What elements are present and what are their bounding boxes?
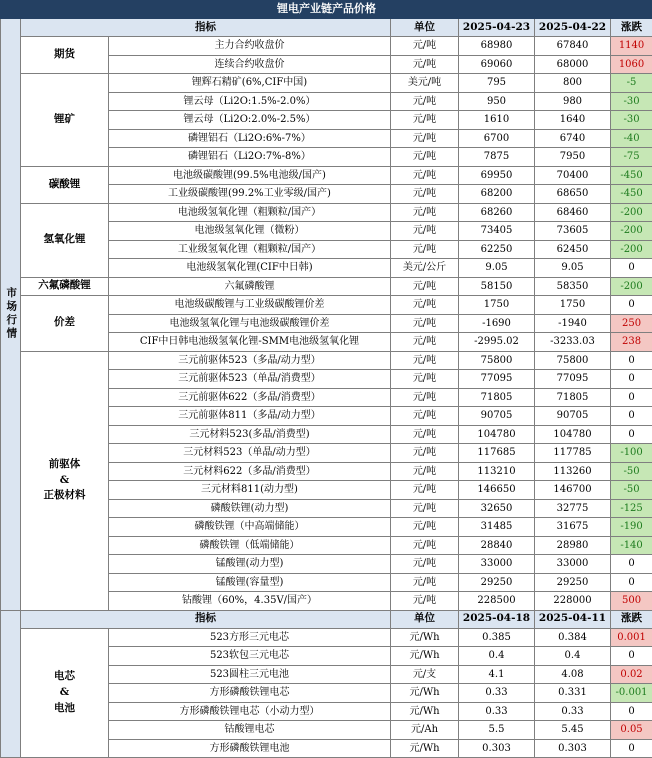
change-value: -30: [611, 92, 652, 111]
item-unit: 元/吨: [391, 573, 459, 592]
header-unit: 单位: [391, 19, 459, 37]
value-date-1: 5.5: [459, 721, 535, 740]
value-date-1: 58150: [459, 277, 535, 296]
item-name: 锰酸锂(动力型): [109, 555, 391, 574]
item-unit: 元/吨: [391, 462, 459, 481]
change-value: 0.05: [611, 721, 652, 740]
change-value: 0: [611, 259, 652, 278]
item-unit: 元/吨: [391, 499, 459, 518]
item-unit: 美元/公斤: [391, 259, 459, 278]
value-date-2: 71805: [535, 388, 611, 407]
item-unit: 元/Wh: [391, 702, 459, 721]
value-date-2: 68000: [535, 55, 611, 74]
item-name: 锂云母（Li2O:2.0%-2.5%）: [109, 111, 391, 130]
item-name: 工业级碳酸锂(99.2%工业零级/国产): [109, 185, 391, 204]
item-unit: 元/吨: [391, 148, 459, 167]
change-value: 0: [611, 370, 652, 389]
value-date-2: 9.05: [535, 259, 611, 278]
item-unit: 元/吨: [391, 518, 459, 537]
item-unit: 元/吨: [391, 425, 459, 444]
change-value: -0.001: [611, 684, 652, 703]
item-name: 三元材料523(多晶/消费型): [109, 425, 391, 444]
value-date-2: 75800: [535, 351, 611, 370]
value-date-2: 67840: [535, 37, 611, 56]
category-label: 价差: [21, 296, 109, 352]
change-value: 0: [611, 555, 652, 574]
change-value: 238: [611, 333, 652, 352]
value-date-1: 0.33: [459, 684, 535, 703]
change-value: 1060: [611, 55, 652, 74]
title-row: [1, 1, 652, 19]
change-value: -450: [611, 166, 652, 185]
header-date-2: 2025-04-22: [535, 19, 611, 37]
value-date-2: 0.33: [535, 702, 611, 721]
value-date-1: 68200: [459, 185, 535, 204]
value-date-1: 0.385: [459, 628, 535, 647]
value-date-2: 77095: [535, 370, 611, 389]
item-name: 锰酸锂(容量型): [109, 573, 391, 592]
change-value: -30: [611, 111, 652, 130]
value-date-1: 950: [459, 92, 535, 111]
change-value: 0: [611, 407, 652, 426]
item-name: 六氟磷酸锂: [109, 277, 391, 296]
value-date-2: 58350: [535, 277, 611, 296]
header-unit: 单位: [391, 610, 459, 628]
value-date-2: 104780: [535, 425, 611, 444]
value-date-1: 77095: [459, 370, 535, 389]
item-unit: 元/吨: [391, 407, 459, 426]
item-name: 电池级氢氧化锂（粗颗粒/国产）: [109, 203, 391, 222]
table-row: [1, 277, 652, 296]
value-date-1: 71805: [459, 388, 535, 407]
item-unit: 元/吨: [391, 536, 459, 555]
value-date-1: 69060: [459, 55, 535, 74]
change-value: 0: [611, 388, 652, 407]
value-date-1: 33000: [459, 555, 535, 574]
change-value: 0: [611, 573, 652, 592]
value-date-2: 228000: [535, 592, 611, 611]
value-date-1: 113210: [459, 462, 535, 481]
item-name: 磷锂铝石（Li2O:6%-7%）: [109, 129, 391, 148]
item-unit: 元/吨: [391, 55, 459, 74]
item-name: 方形磷酸铁锂电芯（小动力型）: [109, 702, 391, 721]
change-value: 0: [611, 739, 652, 758]
category-label: 氢氧化锂: [21, 203, 109, 277]
value-date-2: 1750: [535, 296, 611, 315]
item-name: CIF中日韩电池级氢氧化锂-SMM电池级氢氧化锂: [109, 333, 391, 352]
item-name: 方形磷酸铁锂电池: [109, 739, 391, 758]
item-name: 三元材料811(动力型): [109, 481, 391, 500]
value-date-1: 104780: [459, 425, 535, 444]
header-date-1: 2025-04-23: [459, 19, 535, 37]
value-date-2: 117785: [535, 444, 611, 463]
change-value: -125: [611, 499, 652, 518]
value-date-2: 32775: [535, 499, 611, 518]
change-value: -40: [611, 129, 652, 148]
item-unit: 元/吨: [391, 388, 459, 407]
change-value: -140: [611, 536, 652, 555]
change-value: -50: [611, 462, 652, 481]
change-value: -75: [611, 148, 652, 167]
header-item: 指标: [21, 610, 391, 628]
value-date-1: 7875: [459, 148, 535, 167]
change-value: -5: [611, 74, 652, 93]
value-date-2: 7950: [535, 148, 611, 167]
value-date-1: 29250: [459, 573, 535, 592]
item-unit: 元/Wh: [391, 647, 459, 666]
value-date-2: 68650: [535, 185, 611, 204]
value-date-1: 117685: [459, 444, 535, 463]
value-date-1: 146650: [459, 481, 535, 500]
value-date-2: 146700: [535, 481, 611, 500]
item-name: 连续合约收盘价: [109, 55, 391, 74]
change-value: -100: [611, 444, 652, 463]
change-value: 0: [611, 425, 652, 444]
value-date-2: 5.45: [535, 721, 611, 740]
category-label: 六氟磷酸锂: [21, 277, 109, 296]
change-value: 1140: [611, 37, 652, 56]
value-date-1: 90705: [459, 407, 535, 426]
item-name: 三元前驱体523（单晶/消费型）: [109, 370, 391, 389]
item-name: 三元材料523（单晶/动力型）: [109, 444, 391, 463]
value-date-2: 70400: [535, 166, 611, 185]
change-value: 0: [611, 351, 652, 370]
value-date-2: 6740: [535, 129, 611, 148]
value-date-1: 69950: [459, 166, 535, 185]
value-date-2: 980: [535, 92, 611, 111]
value-date-2: 73605: [535, 222, 611, 241]
item-name: 钴酸锂电芯: [109, 721, 391, 740]
category-label: 锂矿: [21, 74, 109, 167]
change-value: -200: [611, 222, 652, 241]
value-date-1: 4.1: [459, 665, 535, 684]
item-unit: 元/吨: [391, 166, 459, 185]
header-date-1: 2025-04-18: [459, 610, 535, 628]
table-title: 锂电产业链产品价格: [1, 1, 652, 19]
value-date-1: 1610: [459, 111, 535, 130]
value-date-1: 68980: [459, 37, 535, 56]
value-date-2: 62450: [535, 240, 611, 259]
value-date-1: 795: [459, 74, 535, 93]
category-label: 前驱体 & 正极材料: [21, 351, 109, 610]
item-name: 三元前驱体622（多晶/消费型）: [109, 388, 391, 407]
item-name: 三元材料622（多晶/消费型）: [109, 462, 391, 481]
value-date-1: 32650: [459, 499, 535, 518]
value-date-2: -1940: [535, 314, 611, 333]
item-unit: 元/吨: [391, 333, 459, 352]
value-date-2: 0.4: [535, 647, 611, 666]
item-name: 主力合约收盘价: [109, 37, 391, 56]
change-value: 500: [611, 592, 652, 611]
item-name: 工业级氢氧化锂（粗颗粒/国产）: [109, 240, 391, 259]
section-label: [1, 610, 21, 758]
item-unit: 元/吨: [391, 370, 459, 389]
change-value: 250: [611, 314, 652, 333]
item-unit: 元/吨: [391, 555, 459, 574]
item-unit: 元/吨: [391, 351, 459, 370]
item-unit: 元/吨: [391, 240, 459, 259]
value-date-1: 28840: [459, 536, 535, 555]
value-date-1: -1690: [459, 314, 535, 333]
item-name: 523圆柱三元电池: [109, 665, 391, 684]
value-date-1: 0.33: [459, 702, 535, 721]
item-name: 电池级氢氧化锂（微粉）: [109, 222, 391, 241]
change-value: -200: [611, 240, 652, 259]
item-unit: 元/Wh: [391, 684, 459, 703]
value-date-2: 0.303: [535, 739, 611, 758]
value-date-2: 31675: [535, 518, 611, 537]
item-unit: 元/吨: [391, 222, 459, 241]
item-unit: 元/吨: [391, 481, 459, 500]
change-value: -50: [611, 481, 652, 500]
value-date-1: 73405: [459, 222, 535, 241]
item-name: 磷锂铝石（Li2O:7%-8%）: [109, 148, 391, 167]
item-name: 电池级氢氧化锂与电池级碳酸锂价差: [109, 314, 391, 333]
item-unit: 元/Wh: [391, 628, 459, 647]
header-row: [1, 19, 652, 37]
value-date-2: 28980: [535, 536, 611, 555]
change-value: 0: [611, 296, 652, 315]
item-name: 钴酸锂（60%，4.35V/国产）: [109, 592, 391, 611]
category-label: 碳酸锂: [21, 166, 109, 203]
header-date-2: 2025-04-11: [535, 610, 611, 628]
value-date-1: 6700: [459, 129, 535, 148]
item-unit: 元/吨: [391, 92, 459, 111]
header-item: 指标: [21, 19, 391, 37]
item-unit: 元/吨: [391, 185, 459, 204]
item-name: 523软包三元电芯: [109, 647, 391, 666]
table-row: [1, 203, 652, 222]
value-date-1: 31485: [459, 518, 535, 537]
item-name: 磷酸铁锂（低端储能）: [109, 536, 391, 555]
change-value: -450: [611, 185, 652, 204]
item-unit: 元/吨: [391, 296, 459, 315]
item-name: 电池级碳酸锂(99.5%电池级/国产): [109, 166, 391, 185]
item-unit: 元/吨: [391, 277, 459, 296]
item-unit: 元/支: [391, 665, 459, 684]
change-value: 0: [611, 702, 652, 721]
value-date-2: -3233.03: [535, 333, 611, 352]
item-unit: 元/吨: [391, 37, 459, 56]
value-date-2: 4.08: [535, 665, 611, 684]
item-unit: 元/吨: [391, 203, 459, 222]
value-date-1: 62250: [459, 240, 535, 259]
value-date-1: 228500: [459, 592, 535, 611]
header-row: [1, 610, 652, 628]
item-unit: 元/吨: [391, 592, 459, 611]
change-value: 0.02: [611, 665, 652, 684]
category-label: 期货: [21, 37, 109, 74]
item-unit: 元/Wh: [391, 739, 459, 758]
table-row: [1, 296, 652, 315]
value-date-2: 90705: [535, 407, 611, 426]
value-date-2: 33000: [535, 555, 611, 574]
value-date-1: -2995.02: [459, 333, 535, 352]
item-name: 磷酸铁锂(动力型): [109, 499, 391, 518]
value-date-2: 0.331: [535, 684, 611, 703]
value-date-2: 68460: [535, 203, 611, 222]
table-row: [1, 37, 652, 56]
value-date-2: 29250: [535, 573, 611, 592]
change-value: -200: [611, 203, 652, 222]
value-date-2: 1640: [535, 111, 611, 130]
change-value: 0: [611, 647, 652, 666]
value-date-1: 68260: [459, 203, 535, 222]
item-name: 三元前驱体811（多晶/动力型）: [109, 407, 391, 426]
item-unit: 元/吨: [391, 314, 459, 333]
table-row: [1, 74, 652, 93]
item-name: 三元前驱体523（多晶/动力型）: [109, 351, 391, 370]
item-unit: 元/Ah: [391, 721, 459, 740]
item-unit: 元/吨: [391, 111, 459, 130]
item-name: 锂云母（Li2O:1.5%-2.0%）: [109, 92, 391, 111]
item-name: 523方形三元电芯: [109, 628, 391, 647]
change-value: -200: [611, 277, 652, 296]
change-value: -190: [611, 518, 652, 537]
item-unit: 元/吨: [391, 444, 459, 463]
item-name: 电池级碳酸锂与工业级碳酸锂价差: [109, 296, 391, 315]
table-row: [1, 628, 652, 647]
item-name: 电池级氢氧化锂(CIF中日韩): [109, 259, 391, 278]
header-change: 涨跌: [611, 19, 652, 37]
table-row: [1, 166, 652, 185]
value-date-1: 75800: [459, 351, 535, 370]
item-unit: 元/吨: [391, 129, 459, 148]
category-label: 电芯 & 电池: [21, 628, 109, 758]
value-date-1: 9.05: [459, 259, 535, 278]
value-date-2: 800: [535, 74, 611, 93]
value-date-2: 113260: [535, 462, 611, 481]
change-value: 0.001: [611, 628, 652, 647]
section-label: 市场行情: [1, 19, 21, 611]
header-change: 涨跌: [611, 610, 652, 628]
item-name: 方形磷酸铁锂电芯: [109, 684, 391, 703]
item-name: 锂辉石精矿(6%,CIF中国): [109, 74, 391, 93]
item-name: 磷酸铁锂（中高端储能）: [109, 518, 391, 537]
value-date-2: 0.384: [535, 628, 611, 647]
value-date-1: 1750: [459, 296, 535, 315]
value-date-1: 0.4: [459, 647, 535, 666]
item-unit: 美元/吨: [391, 74, 459, 93]
value-date-1: 0.303: [459, 739, 535, 758]
table-row: [1, 351, 652, 370]
